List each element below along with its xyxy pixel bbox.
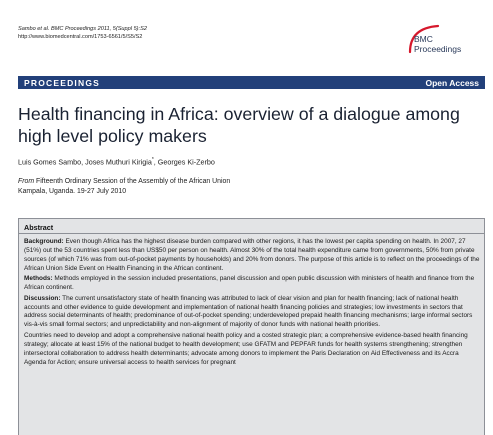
author-names: Luis Gomes Sambo, Joses Muthuri Kirigia xyxy=(18,157,152,167)
background-label: Background: xyxy=(24,238,64,245)
logo-text xyxy=(414,34,461,54)
proceedings-origin xyxy=(18,177,230,196)
methods-text: Methods employed in the session included presentations, panel discussion and open public discussion with ministers of health and finance from the African continent. xyxy=(24,275,475,292)
origin-place: Kampala, Uganda. 19-27 July 2010 xyxy=(18,187,127,195)
author-last: , Georges Ki-Zerbo xyxy=(153,157,215,167)
logo-line-2: Proceedings xyxy=(414,44,462,54)
journal-citation: Sambo et al. BMC Proceedings 2011, 5(Suppl 5):S2 xyxy=(18,26,147,32)
abstract-box xyxy=(18,218,485,435)
abstract-countries: Countries need to develop and adopt a comprehensive national health policy and a costed strategic plan; a comprehensive evidence-based health financing strategy; allocate at least 15% of the national budget to health development; use GFATM and PEPFAR funds for health systems strengthening; strengthen intersectoral collaboration to address health determinants; advocate among donors to implement the Paris Declaration on Aid Effectiveness and its Accra Agenda for Action; ensure universal access to health services for pregnant xyxy=(24,331,468,366)
corresponding-author-mark: * xyxy=(151,157,154,163)
section-label: PROCEEDINGS xyxy=(24,77,101,88)
background-text: Even though Africa has the highest disease burden compared with other regions, it has the lowest per capita spending on health. In 2007, 27 (51%) out the 53 countries spent less than US$50 per person on health. Almost 30% of the total health expenditure came from governments, 50% from private sources (of which 71% was from out-of-pocket payments by households) and 20% from donors. The purpose of this article is to reflect on the proceedings of the African Union Side Event on Health Financing in the African continent. xyxy=(24,238,480,272)
logo-line-1: BMC xyxy=(414,34,433,44)
abstract-divider xyxy=(19,233,484,234)
abstract-body xyxy=(24,238,481,369)
origin-event: Fifteenth Ordinary Session of the Assembly of the African Union xyxy=(36,178,231,185)
abstract-background xyxy=(24,238,481,274)
discussion-label: Discussion: xyxy=(24,294,61,302)
methods-label: Methods: xyxy=(24,275,53,283)
article-title: Health financing in Africa: overview of a dialogue among high level policy makers xyxy=(18,104,460,146)
authors xyxy=(18,157,215,166)
discussion-text: The current unsatisfactory state of health financing was attributed to lack of clear vision and plan for health financing; lack of national health accounts and other evidence to guide development and implementation of national health financing policies and strategies; low investments in sectors that address social determinants of health; predominance of out-of-pocket spending; underdeveloped prepaid health financing mechanisms; large informal sectors vis-à-vis small formal sectors; and unpredictability and non-alignment of majority of donor funds with national health priorities. xyxy=(24,294,473,329)
citation xyxy=(18,26,147,41)
section-banner xyxy=(18,76,485,89)
abstract-discussion xyxy=(24,295,481,331)
bmc-proceedings-logo xyxy=(404,22,484,62)
abstract-methods xyxy=(24,275,481,293)
open-access-label: Open Access xyxy=(425,77,479,88)
origin-prefix: From xyxy=(18,178,35,185)
abstract-heading: Abstract xyxy=(24,223,54,232)
article-url[interactable]: http://www.biomedcentral.com/1753-6561/5/S5/S2 xyxy=(18,33,143,40)
